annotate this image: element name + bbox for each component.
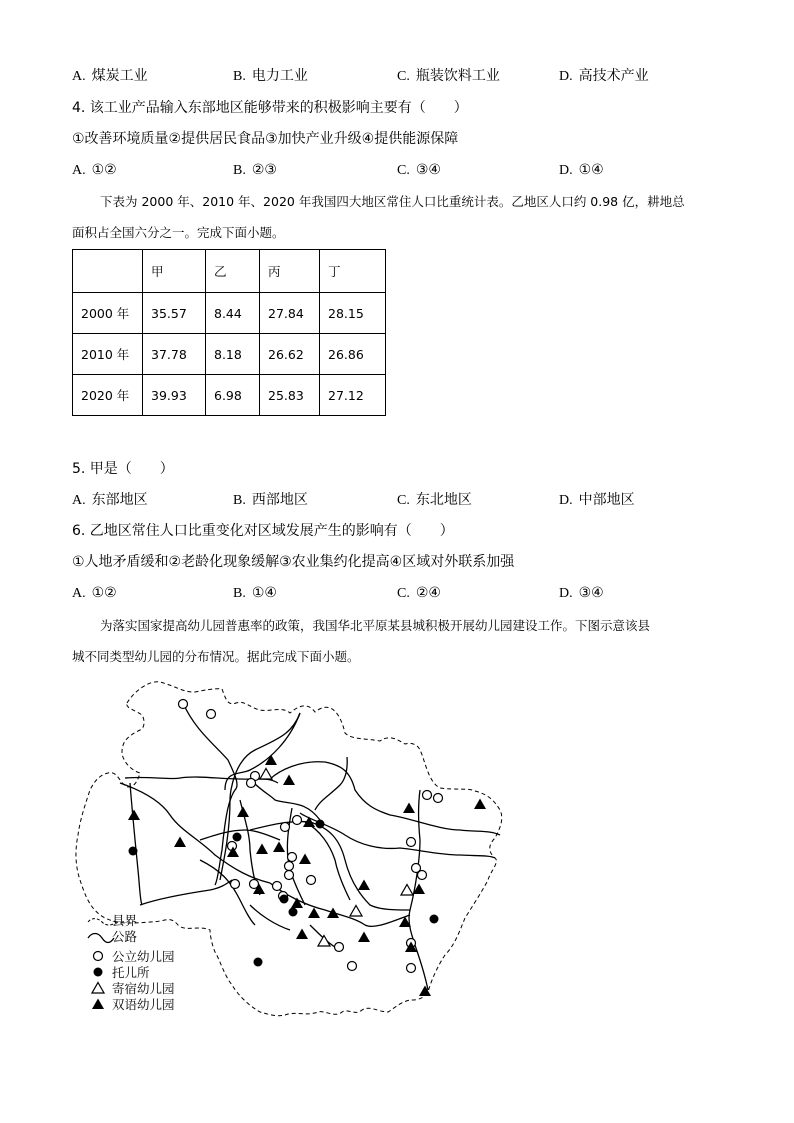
table-cell: 8.18 (206, 334, 260, 375)
q3-option-d[interactable]: D. 高技术产业 (559, 68, 649, 84)
q4-options (72, 161, 712, 179)
passage2-line1: 为落实国家提高幼儿园普惠率的政策，我国华北平原某县城积极开展幼儿园建设工作。下图示意该县 (100, 618, 651, 633)
legend-label-county-boundary: 县界 (112, 913, 138, 928)
q4-statements: ①改善环境质量②提供居民食品③加快产业升级④提供能源保障 (72, 131, 459, 147)
q6-option-a[interactable]: A. ①② (72, 585, 117, 601)
table-header-cell: 丁 (320, 250, 386, 293)
table-cell: 2010 年 (73, 334, 143, 375)
table-header-cell: 甲 (143, 250, 206, 293)
q4-option-c[interactable]: C. ③④ (397, 162, 441, 178)
q3-option-c[interactable]: C. 瓶装饮料工业 (397, 68, 500, 84)
q6-option-d[interactable]: D. ③④ (559, 585, 604, 601)
map-legend (88, 913, 175, 1012)
q6-option-b[interactable]: B. ①④ (233, 585, 277, 601)
table-cell: 35.57 (143, 293, 206, 334)
q5-option-c[interactable]: C. 东北地区 (397, 492, 472, 508)
legend-label-public-kindergarten: 公立幼儿园 (112, 949, 175, 964)
table-header-cell: 丙 (260, 250, 320, 293)
passage1-line2: 面积占全国六分之一。完成下面小题。 (72, 225, 285, 240)
table-cell: 39.93 (143, 375, 206, 416)
public-kindergarten-markers (179, 700, 443, 973)
table-row (73, 293, 386, 334)
table-cell: 37.78 (143, 334, 206, 375)
table-header-row (73, 250, 386, 293)
q6-statements: ①人地矛盾缓和②老龄化现象缓解③农业集约化提高④区域对外联系加强 (72, 554, 515, 570)
q6-options (72, 584, 712, 602)
table-row (73, 375, 386, 416)
open-circle-icon (94, 952, 103, 961)
bilingual-kindergarten-markers (128, 755, 486, 997)
q3-options (72, 67, 712, 85)
open-triangle-icon (92, 983, 104, 994)
legend-label-boarding-kindergarten: 寄宿幼儿园 (112, 981, 175, 996)
legend-label-nursery: 托儿所 (112, 965, 150, 980)
q4-option-d[interactable]: D. ①④ (559, 162, 604, 178)
table-cell: 26.62 (260, 334, 320, 375)
legend-label-road: 公路 (112, 929, 138, 944)
q4-option-b[interactable]: B. ②③ (233, 162, 277, 178)
q6-stem: 6. 乙地区常住人口比重变化对区域发展产生的影响有（ ） (72, 523, 454, 539)
table-cell: 28.15 (320, 293, 386, 334)
q5-stem: 5. 甲是（ ） (72, 461, 174, 477)
kindergarten-distribution-map (60, 670, 530, 1020)
table-header-cell: 乙 (206, 250, 260, 293)
q4-stem: 4. 该工业产品输入东部地区能够带来的积极影响主要有（ ） (72, 100, 468, 116)
table-cell: 2000 年 (73, 293, 143, 334)
road-curve-icon (88, 934, 114, 943)
table-row (73, 334, 386, 375)
q3-option-a[interactable]: A. 煤炭工业 (72, 68, 148, 84)
q4-option-a[interactable]: A. ①② (72, 162, 117, 178)
table-cell: 6.98 (206, 375, 260, 416)
table-cell: 27.12 (320, 375, 386, 416)
filled-triangle-icon (92, 999, 104, 1010)
q5-option-b[interactable]: B. 西部地区 (233, 492, 308, 508)
q6-option-c[interactable]: C. ②④ (397, 585, 441, 601)
table-cell: 26.86 (320, 334, 386, 375)
table-cell: 8.44 (206, 293, 260, 334)
filled-circle-icon (94, 968, 103, 977)
table-header-cell (73, 250, 143, 293)
table-cell: 27.84 (260, 293, 320, 334)
boarding-kindergarten-markers (260, 769, 413, 947)
passage1-line1: 下表为 2000 年、2010 年、2020 年我国四大地区常住人口比重统计表。乙地区人口约 0.98 亿，耕地总 (100, 194, 685, 209)
legend-label-bilingual-kindergarten: 双语幼儿园 (112, 997, 175, 1012)
table-cell: 2020 年 (73, 375, 143, 416)
q5-options (72, 491, 712, 509)
q5-option-a[interactable]: A. 东部地区 (72, 492, 148, 508)
q3-option-b[interactable]: B. 电力工业 (233, 68, 308, 84)
population-share-table (72, 249, 386, 416)
passage2-line2: 城不同类型幼儿园的分布情况。据此完成下面小题。 (72, 649, 360, 664)
table-cell: 25.83 (260, 375, 320, 416)
q5-option-d[interactable]: D. 中部地区 (559, 492, 635, 508)
